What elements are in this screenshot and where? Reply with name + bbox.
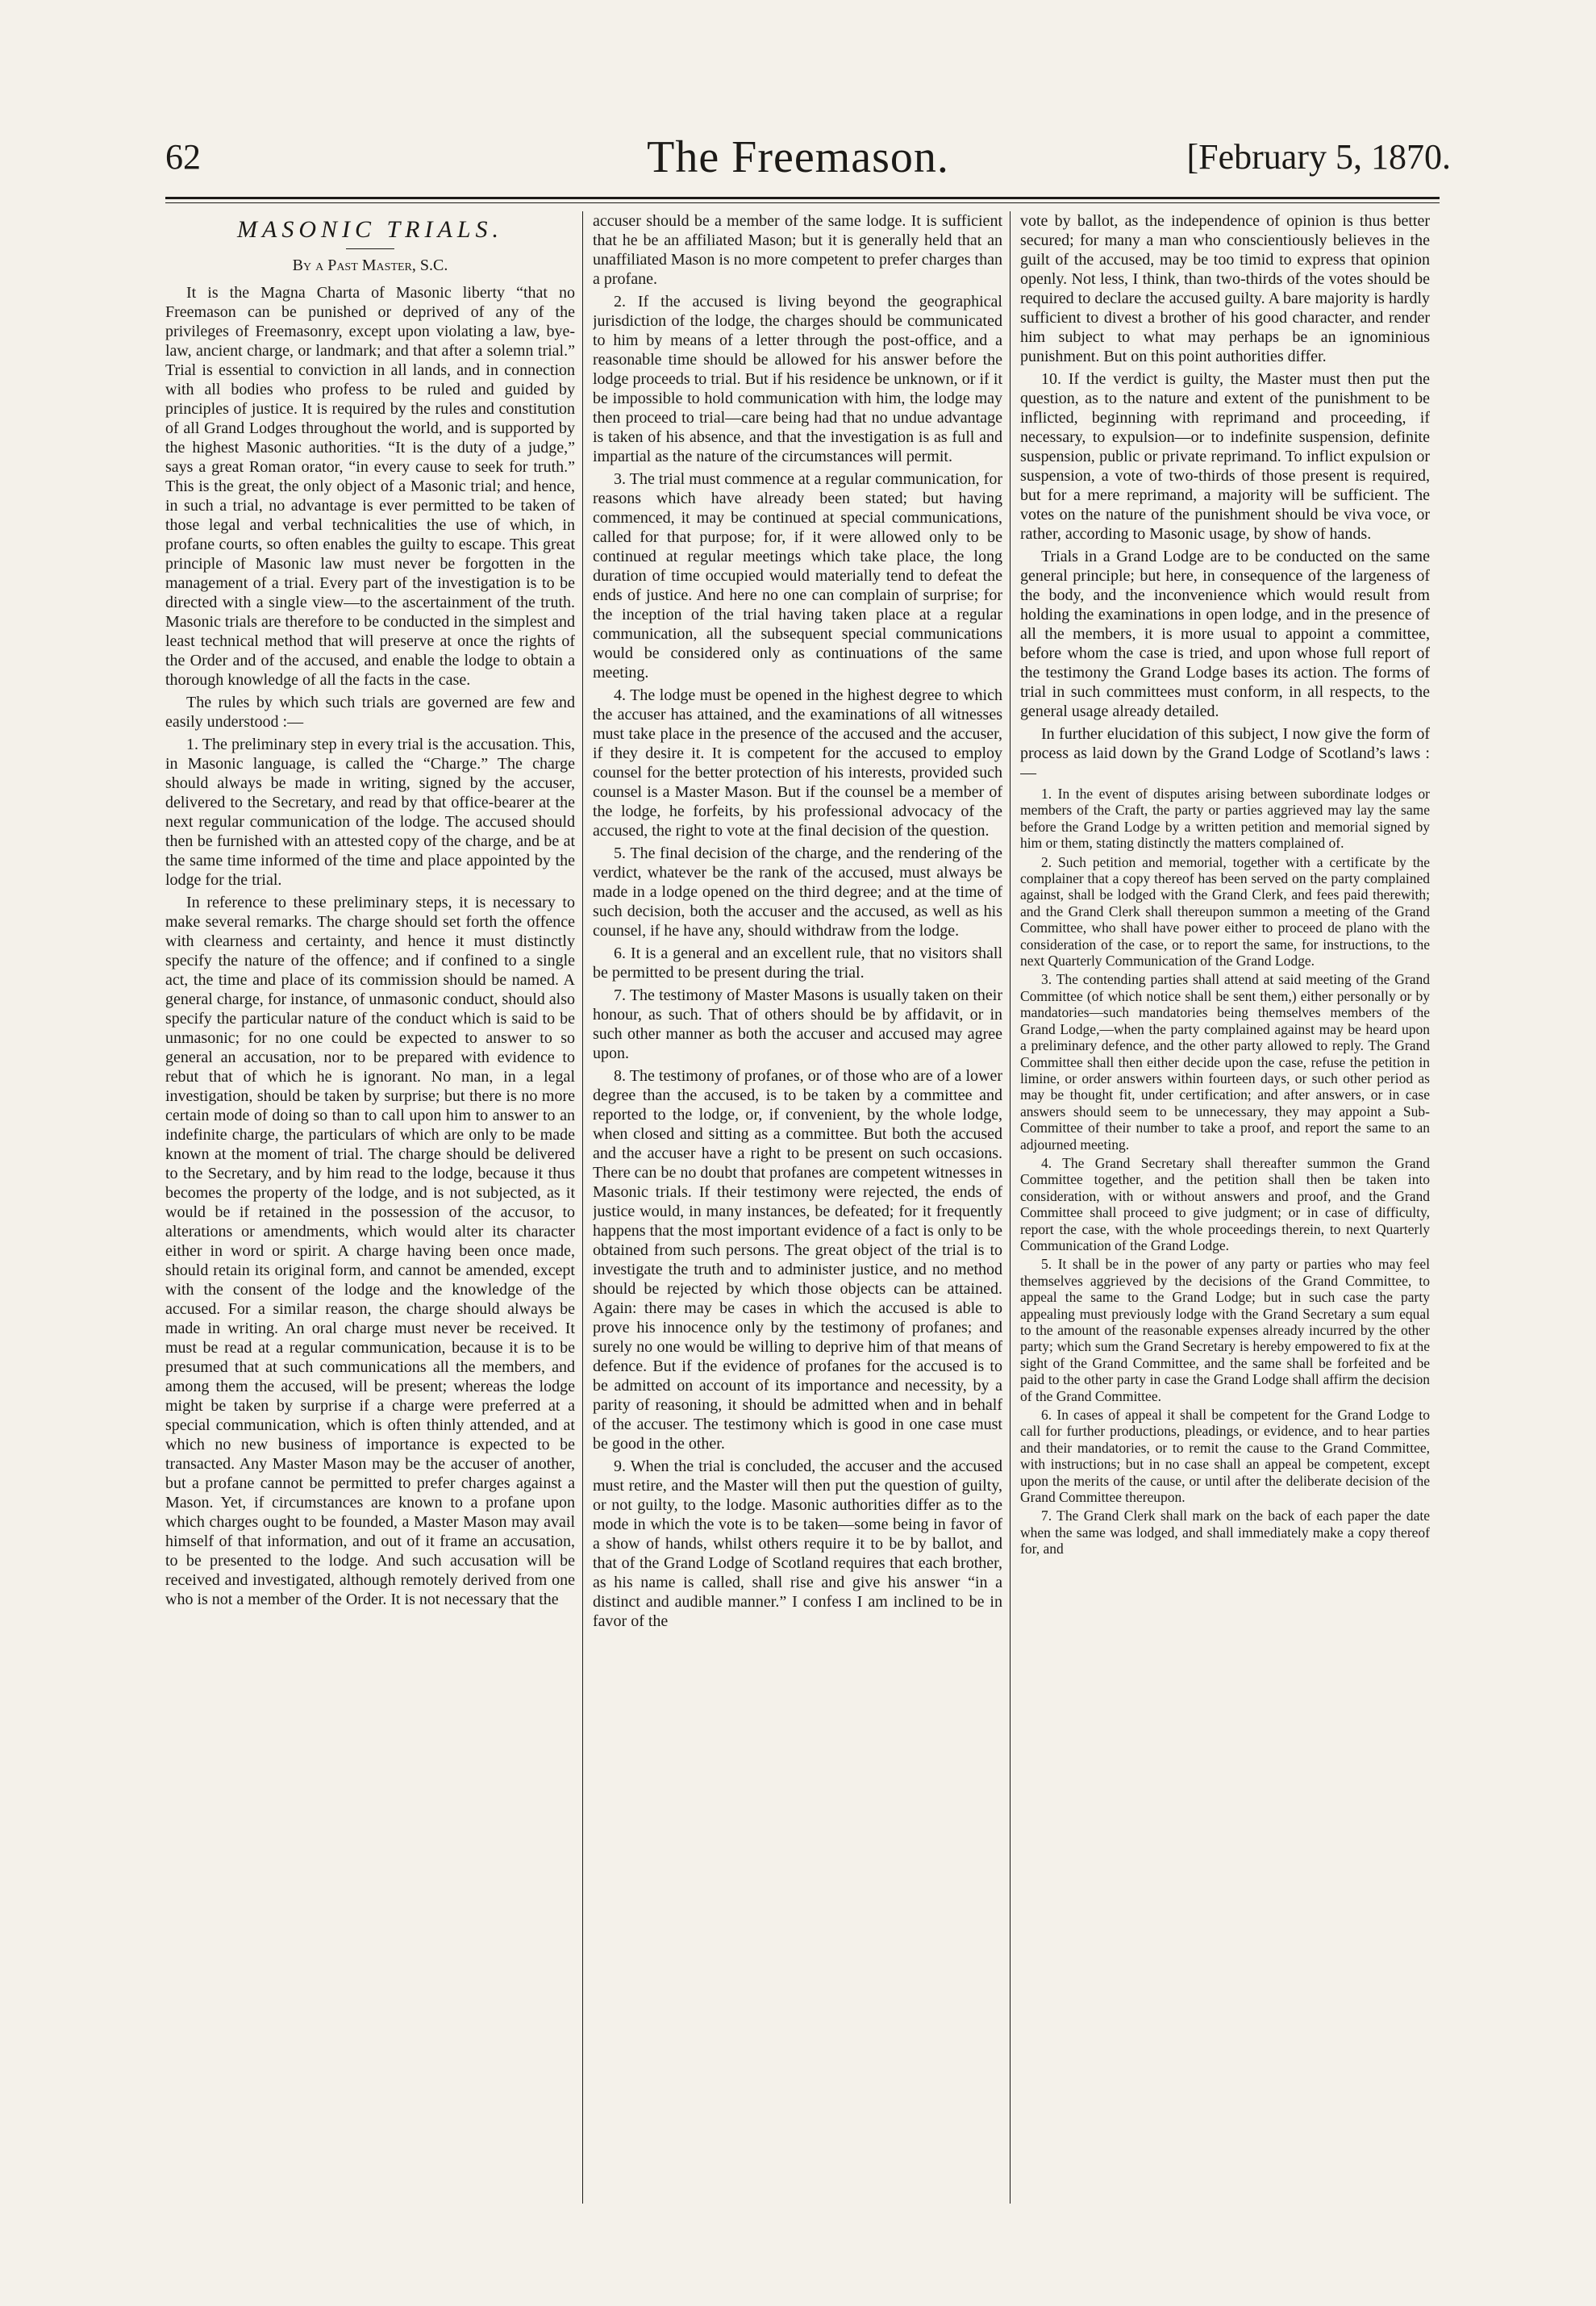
column-divider (1010, 211, 1011, 2204)
rule-item: 2. Such petition and memorial, together with a certificate by the complainer that a copy thereof has been served on the party complained against, shall be lodged with the Grand Clerk, and fees paid therewith; and the Grand Clerk shall thereupon summon a meeting of the Grand Committee, who shall have power either to proceed de plano with the consideration of the case, or to report the same, for instructions, to the next Quarterly Communication of the Grand Lodge. (1020, 853, 1430, 970)
title-divider (346, 248, 394, 249)
rule-item: 6. In cases of appeal it shall be competent for the Grand Lodge to call for further productions, pleadings, or evidence, and to hear parties and their mandatories, or to remit the cause to the Grand Committee, with instructions; but in no case shall an appeal be competent, except upon the merits of the cause, or until after the deliberate decision of the Grand Committee thereupon. (1020, 1407, 1430, 1506)
rule-item: 3. The contending parties shall attend at said meeting of the Grand Committee (of which notice shall be sent them,) either personally or by mandatories—such mandatories being themselves members of the Grand Lodge,—when the party complained against may be heard upon a preliminary defence, and the other party allowed to reply. The Grand Committee shall then either decide upon the case, refuse the petition in limine, or order answers within fourteen days, or such other period as may be thought fit, under certification; and after answers, or in case answers should seem to be unnecessary, they may appoint a Sub-Committee of their number to take a proof, and report the same to an adjourned meeting. (1020, 971, 1430, 1153)
paragraph: 10. If the verdict is guilty, the Master must then put the question, as to the nature and extent of the punishment to be inflicted, beginning with reprimand and proceeding, if necessary, to expulsion—or to indefinite suspension, definite suspension, public or private reprimand. To inflict expulsion or suspension, a vote of two-thirds of those present is required, but for a mere reprimand, a majority will be sufficient. The votes on the nature of the punishment should be viva voce, or rather, according to Masonic usage, by show of hands. (1020, 370, 1430, 543)
article-title: MASONIC TRIALS. (237, 216, 503, 243)
paragraph: The rules by which such trials are governed are few and easily understood :— (165, 694, 575, 731)
paragraph: vote by ballot, as the independence of opinion is thus better secured; for many a man who conscientiously believes in the guilt of the accused, may be too timid to express that opinion openly. Not less, I think, than two-thirds of the votes should be required to declare the accused guilty. A bare majority is hardly sufficient to divest a brother of his good character, and render him subject to what may perhaps be an ignominious punishment. But on this point authorities differ. (1020, 212, 1430, 365)
rule-item: 4. The Grand Secretary shall thereafter summon the Grand Committee together, and the petition shall then be taken into consideration, with or without answers and proof, and the Grand Committee shall proceed to give judgment; or in case of difficulty, report the case, with the whole proceedings therein, to next Quarterly Communication of the Grand Lodge. (1020, 1154, 1430, 1253)
issue-date: [February 5, 1870. (1186, 137, 1451, 177)
article-byline: By a Past Master, S.C. (292, 256, 448, 274)
masthead (0, 125, 1596, 190)
paper-title: The Freemason. (647, 132, 949, 182)
paragraph: 3. The trial must commence at a regular communication, for reasons which have already been stated; but having commenced, it may be continued at special communications, called for that purpose; for, if it were allowed only to be continued at regular meetings which take place, the long duration of time occupied would materially tend to defeat the ends of justice. And here no one can complain of surprise; for the inception of the trial having taken place at a regular communication, all the subsequent special communications would be considered only as continuations of the same meeting. (593, 470, 1002, 682)
column-2 (593, 211, 1002, 2212)
paragraph: 6. It is a general and an excellent rule, that no visitors shall be permitted to be present during the trial. (593, 945, 1002, 982)
paragraph: 8. The testimony of profanes, or of those who are of a lower degree than the accused, is to be taken by a committee and reported to the lodge, or, if convenient, by the whole lodge, when closed and sitting as a committee. But both the accused and the accuser have a right to be present on such occasions. There can be no doubt that profanes are competent witnesses in Masonic trials. If their testimony were rejected, the ends of justice would, in many instances, be defeated; for it frequently happens that the most important evidence of a fact is only to be obtained from such persons. The great object of the trial is to investigate the truth and to administer justice, and no method should be rejected by which those objects can be attained. Again: there may be cases in which the accused is able to prove his innocence only by the testimony of profanes; and surely no one would be willing to deprive him of that means of defence. But if the evidence of profanes for the accused is to be admitted on account of its importance and necessity, by a parity of reasoning, it should be admitted when and in behalf of the accuser. The testimony which is good in one case must be good in the other. (593, 1067, 1002, 1453)
rule-item: 5. It shall be in the power of any party or parties who may feel themselves aggrieved by the decisions of the Grand Committee, to appeal the same to the Grand Lodge; but in such case the party appealing must previously lodge with the Grand Secretary a sum equal to the amount of the reasonable expenses already incurred by the other party; which sum the Grand Secretary is hereby empowered to fix at the sight of the Grand Committee, and the same shall be forfeited and be paid to the other party in case the Grand Lodge shall affirm the decision of the Grand Committee. (1020, 1256, 1430, 1404)
rule-item: 7. The Grand Clerk shall mark on the back of each paper the date when the same was lodged, and shall immediately make a copy thereof for, and (1020, 1507, 1430, 1557)
paragraph: 5. The final decision of the charge, and the rendering of the verdict, whatever be the rank of the accused, must always be made in a lodge opened on the third degree; and at the time of such decision, both the accuser and the accused, as well as his counsel, if he have any, should withdraw from the lodge. (593, 844, 1002, 940)
paragraph: Trials in a Grand Lodge are to be conducted on the same general principle; but here, in consequence of the largeness of the body, and the inconvenience which would result from holding the examinations in open lodge, and in the presence of all the members, it is more usual to appoint a committee, before whom the case is tried, and upon whose full report of the testimony the Grand Lodge bases its action. The forms of trial in such committees must conform, in all respects, to the general usage already detailed. (1020, 548, 1430, 720)
paragraph: 7. The testimony of Master Masons is usually taken on their honour, as such. That of others should be by affidavit, or in such other manner as both the accuser and accused may agree upon. (593, 986, 1002, 1062)
column-3 (1020, 211, 1430, 2212)
page-number: 62 (165, 137, 201, 177)
paragraph: 1. The preliminary step in every trial is the accusation. This, in Masonic language, is called the “Charge.” The charge should always be made in writing, signed by the accuser, delivered to the Secretary, and read by that office-bearer at the next regular communication of the lodge. The accused should then be furnished with an attested copy of the charge, and be at the same time informed of the time and place appointed by the lodge for the trial. (165, 736, 575, 889)
paragraph: It is the Magna Charta of Masonic liberty “that no Freemason can be punished or deprived of any of the privileges of Freemasonry, except upon violating a law, bye-law, ancient charge, or landmark; and that after a solemn trial.” Trial is essential to conviction in all lands, and in connection with all bodies who profess to be ruled and guided by principles of justice. It is required by the rules and constitution of all Grand Lodges throughout the world, and is supported by the highest Masonic authorities. “It is the duty of a judge,” says a great Roman orator, “in every cause to seek for truth.” This is the great, the only object of a Masonic trial; and hence, in such a trial, no advantage is ever permitted to be taken of those legal and verbal technicalities the use of which, in profane courts, so often enables the guilty to escape. This great principle of Masonic law must never be forgotten in the management of a trial. Every part of the investigation is to be directed with a single view—to the ascertainment of the truth. Masonic trials are therefore to be conducted in the simplest and least technical method that will preserve at once the rights of the Order and of the accused, and enable the lodge to obtain a thorough knowledge of all the facts in the case. (165, 284, 575, 689)
paragraph: In further elucidation of this subject, I now give the form of process as laid down by the Grand Lodge of Scotland’s laws :— (1020, 725, 1430, 782)
column-divider (582, 211, 583, 2204)
rule-item: 1. In the event of disputes arising between subordinate lodges or members of the Craft, the party or parties aggrieved may lay the same before the Grand Lodge by a written petition and memorial signed by him or them, stating distinctly the matters complained of. (1020, 786, 1430, 852)
masthead-rule-thin (165, 202, 1440, 203)
masthead-rule (165, 197, 1440, 199)
paragraph: In reference to these preliminary steps, it is necessary to make several remarks. The charge should set forth the offence with clearness and certainty, and hence it must distinctly specify the nature of the offence; and if confined to a single act, the time and place of its commission should be named. A general charge, for instance, of unmasonic conduct, should also specify the particular nature of the conduct which is said to be unmasonic; for no one could be expected to answer to so general an accusation, nor to be prepared with evidence to rebut that of which he is ignorant. No man, in a legal investigation, should be taken by surprise; but there is no more certain mode of doing so than to call upon him to answer to an indefinite charge, the particulars of which are only to be made known at the moment of trial. The charge should be delivered to the Secretary, and by him read to the lodge, because it thus becomes the property of the lodge, and is not subjected, as it would be if retained in the possession of the accusor, to alterations or amendments, which would alter its character either in word or spirit. A charge having been once made, should retain its original form, and cannot be amended, except with the consent of the lodge and the knowledge of the accused. For a similar reason, the charge should always be made in writing. An oral charge must never be received. It must be read at a regular communication, because it is to be presumed that at such communications all the members, and among them the accused, will be present; whereas the lodge might be taken by surprise if a charge were preferred at a special communication, which is often thinly attended, and at which no new business of importance is expected to be transacted. Any Master Mason may be the accuser of another, but a profane cannot be permitted to prefer charges against a Mason. Yet, if circumstances are known to a profane upon which charges ought to be founded, a Master Mason may avail himself of that information, and out of it frame an accusation, to be presented to the lodge. And such accusation will be received and investigated, although remotely derived from one who is not a member of the Order. It is not necessary that the (165, 894, 575, 1608)
paragraph: 4. The lodge must be opened in the highest degree to which the accuser has attained, and the examinations of all witnesses must take place in the presence of the accused and the accuser, if they desire it. It is competent for the accused to employ counsel for the better protection of his interests, provided such counsel is a Master Mason. But if the counsel be a member of the lodge, he forfeits, by his professional advocacy of the accused, the right to vote at the final decision of the question. (593, 686, 1002, 840)
paragraph: 2. If the accused is living beyond the geographical jurisdiction of the lodge, the charges should be communicated to him by means of a letter through the post-office, and a reasonable time should be allowed for his answer before the lodge proceeds to trial. But if his residence be unknown, or if it be impossible to hold communication with him, the lodge may then proceed to trial—care being had that no undue advantage is taken of his absence, and that the investigation is as full and impartial as the nature of the circumstances will permit. (593, 293, 1002, 465)
column-1 (165, 211, 575, 2212)
paragraph: accuser should be a member of the same lodge. It is sufficient that he be an affiliated Mason; but it is generally held that an unaffiliated Mason is no more competent to prefer charges than a profane. (593, 212, 1002, 288)
paragraph: 9. When the trial is concluded, the accuser and the accused must retire, and the Master will then put the question of guilty, or not guilty, to the lodge. Masonic authorities differ as to the mode in which the vote is to be taken—some being in favor of a show of hands, whilst others require it to be by ballot, and that of the Grand Lodge of Scotland requires that each brother, as his name is called, shall rise and give his answer “in a distinct and audible manner.” I confess I am inclined to be in favor of the (593, 1457, 1002, 1630)
